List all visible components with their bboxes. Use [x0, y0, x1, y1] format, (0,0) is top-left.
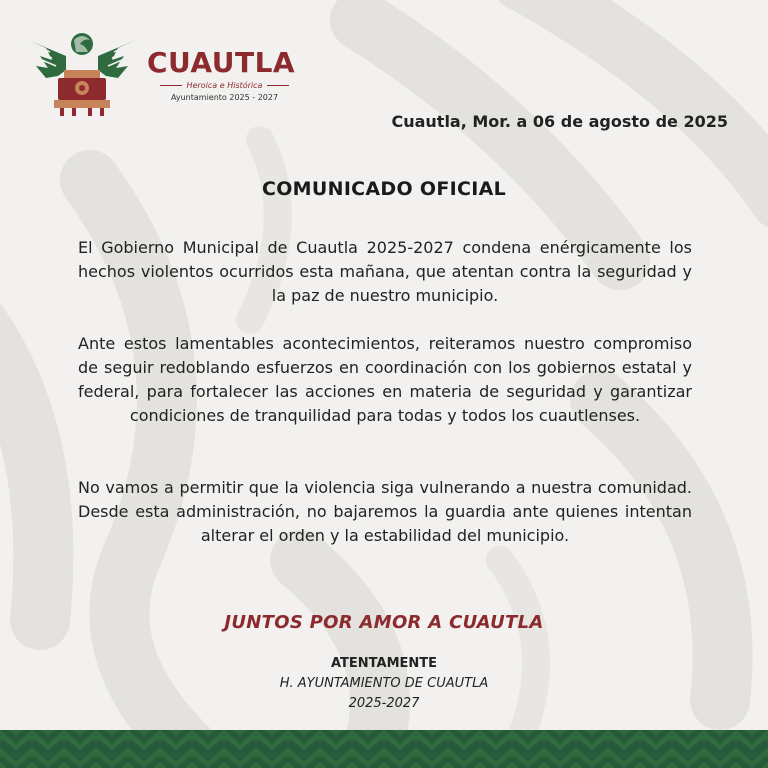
- page-title: COMUNICADO OFICIAL: [261, 178, 506, 200]
- header-logo: [22, 26, 312, 122]
- signature-term: 2025-2027: [348, 696, 420, 711]
- brand-name: CUAUTLA: [147, 46, 296, 79]
- paragraph-1: El Gobierno Municipal de Cuautla 2025-2027 condena enérgicamente los hechos violentos ocurridos esta mañana, que atentan contra la seguridad y la paz de nuestro municipio.: [78, 238, 692, 305]
- paragraph-2: Ante estos lamentables acontecimientos, reiteramos nuestro compromiso de seguir redoblando esfuerzos en coordinación con los gobiernos estatal y federal, para fortalecer las acciones en materia de seguridad y garantizar condiciones de tranquilidad para todas y todos los cuautlenses.: [78, 334, 692, 425]
- paragraph-3: No vamos a permitir que la violencia siga vulnerando a nuestra comunidad. Desde esta administración, no bajaremos la guardia ante quienes intentan alterar el orden y la estabilidad del municipio.: [78, 478, 692, 545]
- brand-term: Ayuntamiento 2025 - 2027: [170, 93, 279, 102]
- date-line: Cuautla, Mor. a 06 de agosto de 2025: [391, 112, 728, 131]
- brand-subtitle: Heroica e Histórica: [147, 81, 302, 90]
- signature-closing: ATENTAMENTE: [330, 656, 438, 671]
- slogan: JUNTOS POR AMOR A CUAUTLA: [224, 612, 544, 633]
- eagle-emblem-icon: [22, 26, 142, 122]
- footer-band: [0, 730, 768, 768]
- signature-entity: H. AYUNTAMIENTO DE CUAUTLA: [279, 676, 489, 691]
